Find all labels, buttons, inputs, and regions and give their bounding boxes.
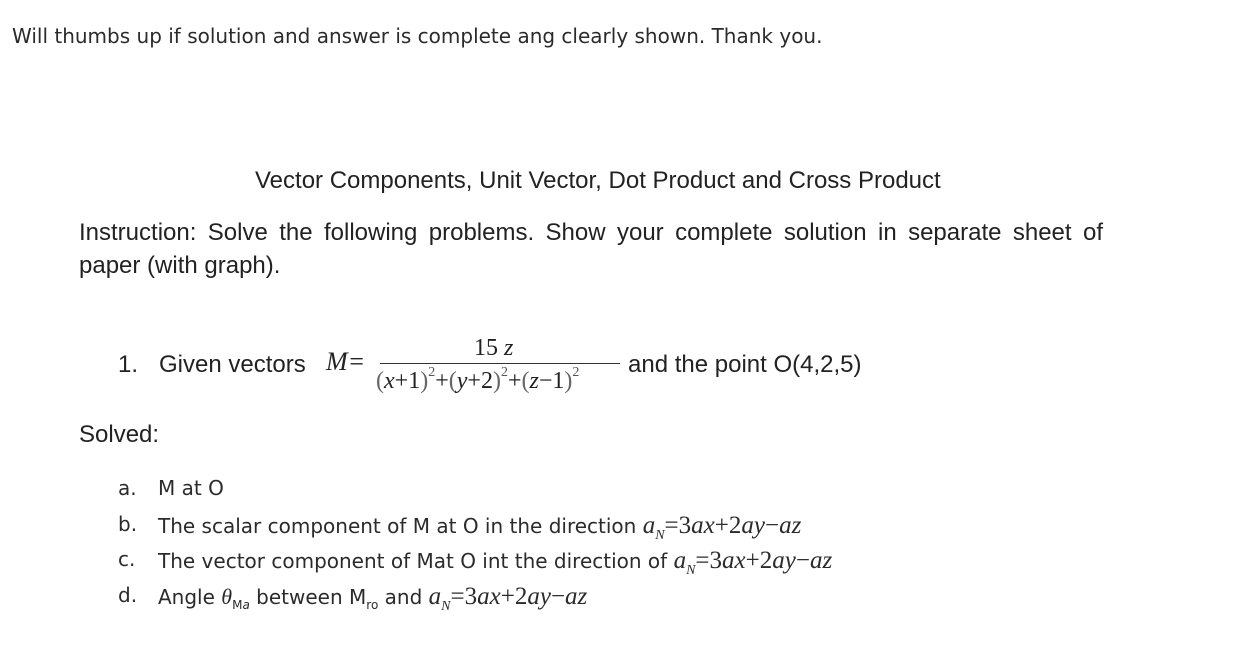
item-text: Angle $\theta_{Ma}$ between $M_{ro}$ and $a_N=3ax+2ay-az$ [158, 582, 588, 614]
worksheet-title: Vector Components, Unit Vector, Dot Product and Cross Product [255, 167, 941, 194]
instruction-text: Instruction: Solve the following problems. Show your complete solution in separate sheet of paper (with graph). [79, 219, 1103, 279]
direction-vector-formula: $a_N=3ax+2ay-az$ [642, 511, 802, 543]
item-letter: c. [118, 547, 136, 571]
vector-M-label: M= [326, 347, 366, 376]
item-text: The scalar component of M at O in the direction $a_N=3ax+2ay-az$ [158, 511, 802, 543]
problem-tail-text: and the point O(4,2,5) [628, 351, 862, 378]
item-letter: a. [118, 476, 137, 500]
problem-lead-text: Given vectors [159, 351, 306, 378]
fraction-bar [380, 363, 620, 364]
direction-vector-formula: $a_N=3ax+2ay-az$ [673, 547, 833, 578]
item-letter: b. [118, 511, 138, 536]
solved-label: Solved: [79, 421, 160, 448]
direction-vector-formula: $a_N=3ax+2ay-az$ [428, 582, 588, 614]
problem-number: 1. [118, 351, 139, 378]
fraction-numerator: 15 z [474, 335, 514, 361]
item-text: The vector component of Mat O int the direction of $a_N=3ax+2ay-az$ [158, 547, 833, 578]
fraction-denominator: $(x+1)^2+(y+2)^2+(z-1)^2$ [376, 365, 580, 394]
request-note: Will thumbs up if solution and answer is complete ang clearly shown. Thank you. [12, 24, 823, 48]
item-letter: d. [118, 582, 138, 607]
item-text: M at O [158, 476, 224, 500]
